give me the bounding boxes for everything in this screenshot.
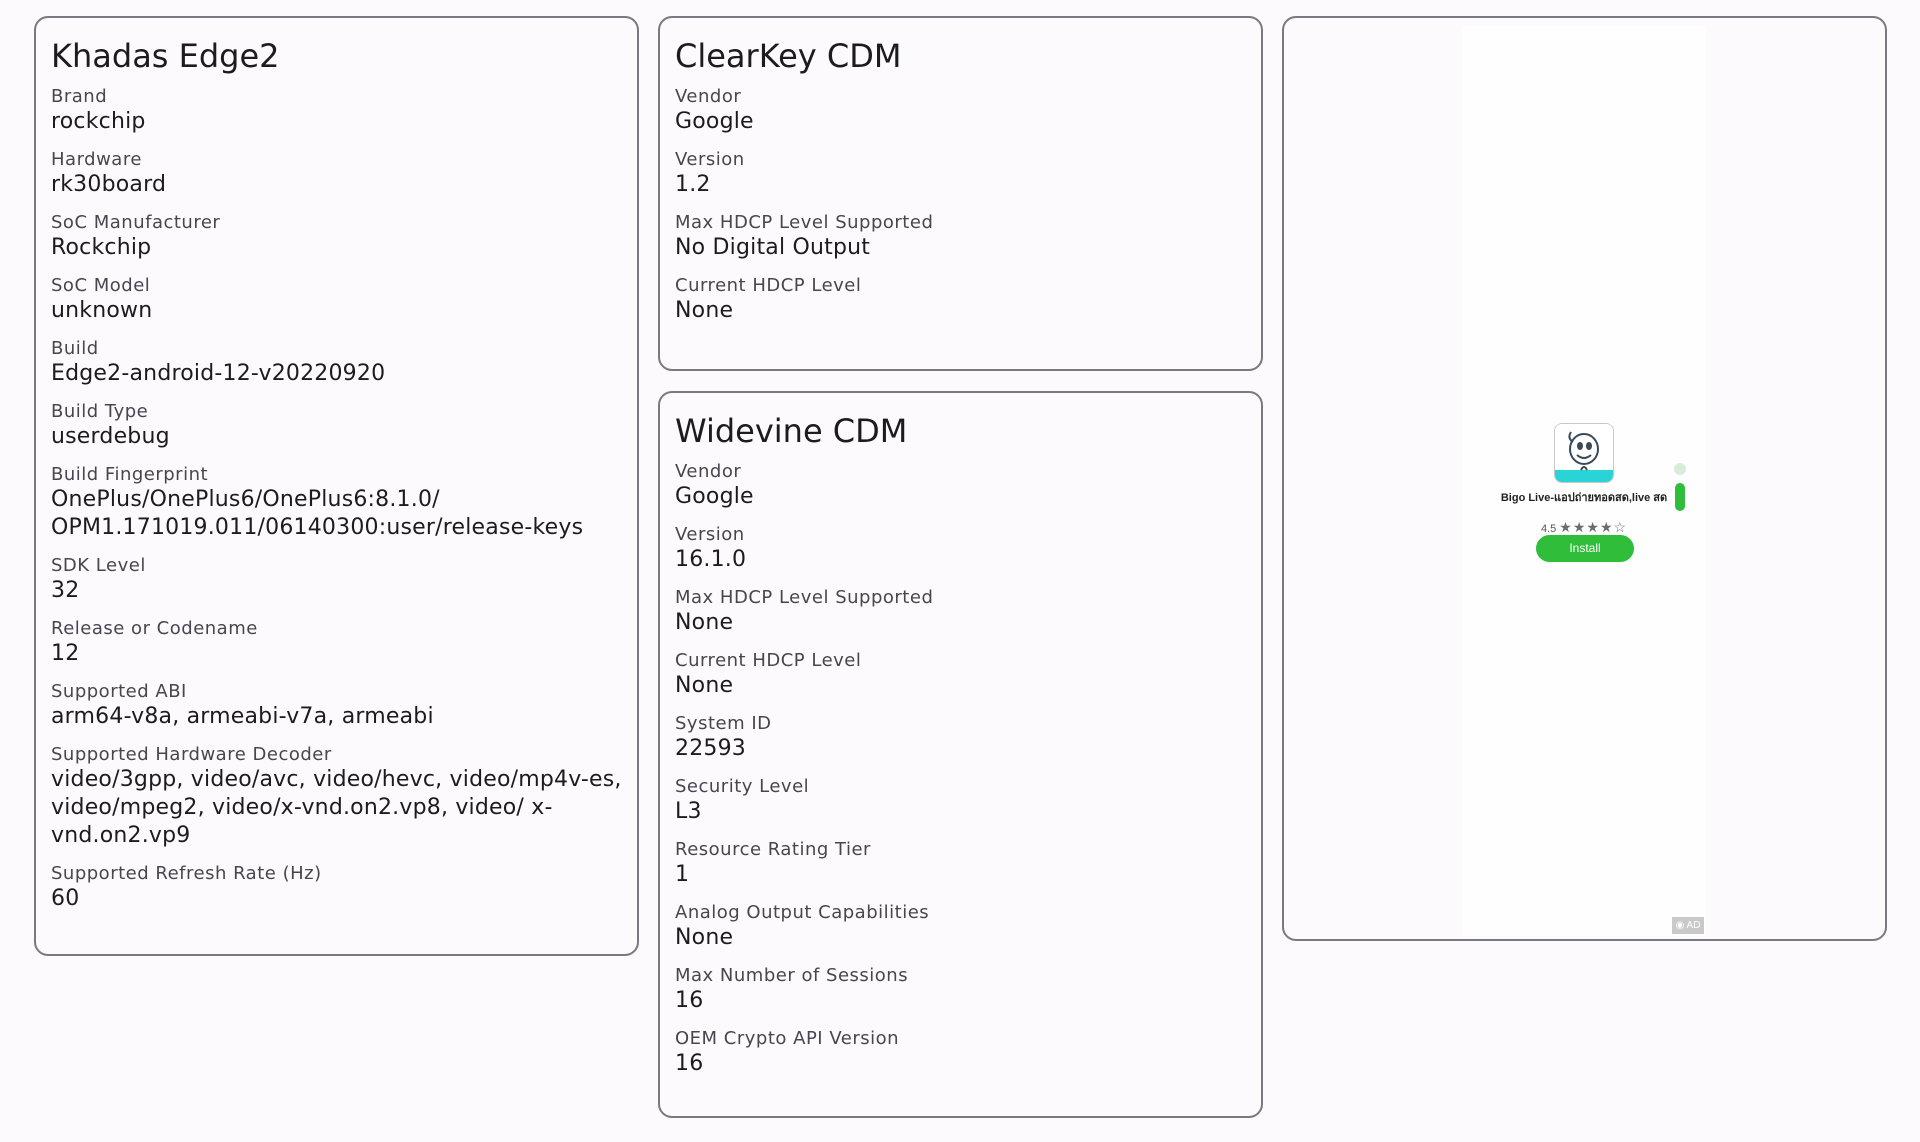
ad-card[interactable] — [1282, 16, 1887, 941]
field-value: 16 — [675, 988, 704, 1013]
field-label: Hardware — [51, 149, 142, 170]
bigo-mascot-icon[interactable] — [1554, 423, 1614, 483]
device-fields — [51, 86, 623, 913]
device-field — [51, 401, 623, 451]
widevine-field — [675, 713, 1247, 763]
field-label: Brand — [51, 86, 108, 107]
field-label: Supported Hardware Decoder — [51, 744, 332, 765]
field-label: Vendor — [675, 461, 742, 482]
field-value: 60 — [51, 886, 80, 911]
field-label: System ID — [675, 713, 772, 734]
ad-rating-value: 4.5 — [1540, 523, 1557, 535]
ad-badge[interactable]: ◉ AD — [1672, 917, 1704, 934]
field-value: Google — [675, 109, 754, 134]
field-label: Max Number of Sessions — [675, 965, 909, 986]
field-label: Build Fingerprint — [51, 464, 209, 485]
field-value: L3 — [675, 799, 702, 824]
field-value: 1 — [675, 862, 690, 887]
widevine-field — [675, 524, 1247, 574]
clearkey-fields — [675, 86, 1247, 325]
field-value: 12 — [51, 641, 80, 666]
widevine-fields — [675, 461, 1247, 1078]
install-button[interactable]: Install — [1536, 535, 1634, 562]
clearkey-field — [675, 149, 1247, 199]
clearkey-field — [675, 212, 1247, 262]
field-label: Version — [675, 149, 745, 170]
device-info-card — [34, 16, 639, 956]
field-value: OnePlus/OnePlus6/OnePlus6:8.1.0/ OPM1.171019.011/06140300:user/release-keys — [51, 487, 584, 540]
device-field — [51, 863, 623, 913]
field-label: Analog Output Capabilities — [675, 902, 930, 923]
field-label: Current HDCP Level — [675, 275, 862, 296]
field-label: Build — [51, 338, 99, 359]
device-field — [51, 86, 623, 136]
field-value: userdebug — [51, 424, 170, 449]
field-label: SoC Model — [51, 275, 151, 296]
field-value: rk30board — [51, 172, 167, 197]
widevine-field — [675, 965, 1247, 1015]
field-label: Release or Codename — [51, 618, 258, 639]
device-field — [51, 618, 623, 668]
field-value: arm64-v8a, armeabi-v7a, armeabi — [51, 704, 434, 729]
field-label: SDK Level — [51, 555, 146, 576]
clearkey-title: ClearKey CDM — [675, 37, 902, 75]
ad-banner[interactable] — [1462, 26, 1706, 936]
widevine-field — [675, 650, 1247, 700]
ad-app-name[interactable]: Bigo Live-แอปถ่ายทอดสด,live สด — [1500, 492, 1668, 504]
field-value: 16.1.0 — [675, 547, 747, 572]
widevine-title: Widevine CDM — [675, 412, 908, 450]
field-value: Edge2-android-12-v20220920 — [51, 361, 386, 386]
device-field — [51, 681, 623, 731]
ad-rating-row — [1462, 519, 1706, 536]
field-value: No Digital Output — [675, 235, 871, 260]
clearkey-cdm-card — [658, 16, 1263, 371]
clearkey-field — [675, 86, 1247, 136]
device-field — [51, 212, 623, 262]
widevine-field — [675, 776, 1247, 826]
field-value: None — [675, 610, 734, 635]
field-value: 16 — [675, 1051, 704, 1076]
widevine-cdm-card — [658, 391, 1263, 1118]
field-value: rockchip — [51, 109, 146, 134]
field-label: Supported Refresh Rate (Hz) — [51, 863, 322, 884]
widevine-field — [675, 902, 1247, 952]
field-label: Version — [675, 524, 745, 545]
field-label: Max HDCP Level Supported — [675, 212, 934, 233]
field-label: Max HDCP Level Supported — [675, 587, 934, 608]
field-value: unknown — [51, 298, 153, 323]
field-value: Rockchip — [51, 235, 152, 260]
field-label: OEM Crypto API Version — [675, 1028, 900, 1049]
field-value: 32 — [51, 578, 80, 603]
device-field — [51, 275, 623, 325]
field-label: Resource Rating Tier — [675, 839, 871, 860]
field-value: video/3gpp, video/avc, video/hevc, video/mp4v-es, video/mpeg2, video/x-vnd.on2.vp8, video/ x-vnd.on2.vp9 — [51, 767, 622, 848]
field-value: None — [675, 925, 734, 950]
field-label: Current HDCP Level — [675, 650, 862, 671]
field-label: SoC Manufacturer — [51, 212, 221, 233]
field-label: Security Level — [675, 776, 810, 797]
widevine-field — [675, 1028, 1247, 1078]
carousel-dot-icon — [1674, 463, 1686, 475]
star-rating-icon: ★★★★☆ — [1559, 519, 1628, 535]
field-label: Vendor — [675, 86, 742, 107]
device-field — [51, 149, 623, 199]
field-value: 1.2 — [675, 172, 711, 197]
clearkey-field — [675, 275, 1247, 325]
field-value: 22593 — [675, 736, 746, 761]
field-value: None — [675, 298, 734, 323]
field-value: Google — [675, 484, 754, 509]
field-label: Supported ABI — [51, 681, 187, 702]
device-field — [51, 744, 623, 850]
device-field — [51, 464, 623, 542]
carousel-active-indicator — [1675, 483, 1685, 511]
widevine-field — [675, 587, 1247, 637]
device-title: Khadas Edge2 — [51, 37, 280, 75]
device-field — [51, 338, 623, 388]
widevine-field — [675, 839, 1247, 889]
field-value: None — [675, 673, 734, 698]
widevine-field — [675, 461, 1247, 511]
device-field — [51, 555, 623, 605]
field-label: Build Type — [51, 401, 149, 422]
